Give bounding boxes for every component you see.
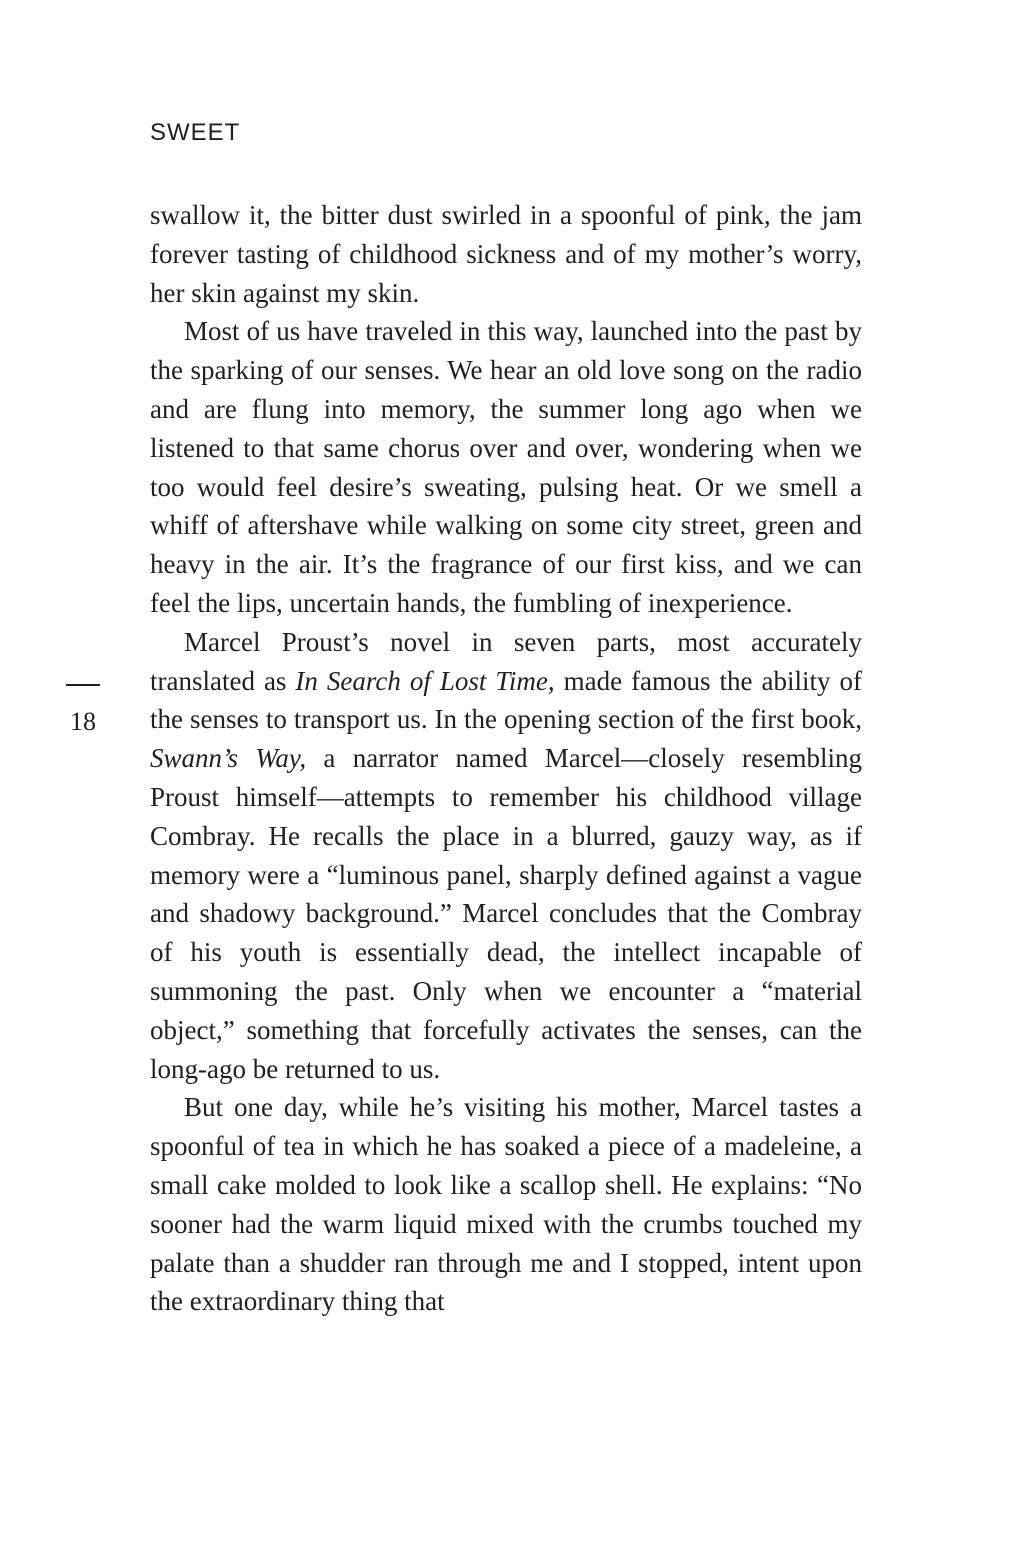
paragraph-3-text-b: made famous the ability of the senses to transport us. In the opening section of the first book,: [150, 665, 862, 735]
book-title-in-search-of-lost-time: In Search of Lost Time,: [295, 665, 555, 696]
paragraph-3-text-c: a narrator named Marcel—closely resembling Proust himself—attempts to remember his childhood village Combray. He recalls the place in a blurred, gauzy way, as if memory were a “luminous panel, sharply defined against a vague and shadowy background.” Marcel concludes that the Combray of his youth is essentially dead, the intellect incapable of summoning the past. Only when we encounter a “material object,” something that forcefully activates the senses, can the long-ago be returned to us.: [150, 743, 862, 1084]
folio-rule: [66, 684, 100, 686]
paragraph-1: swallow it, the bitter dust swirled in a spoonful of pink, the jam forever tasting of childhood sickness and of my mother’s worry, her skin against my skin.: [150, 200, 862, 308]
page-number: 18: [70, 707, 96, 736]
body-text: [150, 196, 862, 1321]
paragraph-3: [150, 623, 862, 1089]
paragraph-2: Most of us have traveled in this way, launched into the past by the sparking of our senses. We hear an old love song on the radio and are flung into memory, the summer long ago when we listened to that same chorus over and over, wondering when we too would feel desire’s sweating, pulsing heat. Or we smell a whiff of aftershave while walking on some city street, green and heavy in the air. It’s the fragrance of our first kiss, and we can feel the lips, uncertain hands, the fumbling of inexperience.: [150, 316, 862, 618]
paragraph-4: But one day, while he’s visiting his mother, Marcel tastes a spoonful of tea in which he has soaked a piece of a madeleine, a small cake molded to look like a scallop shell. He explains: “No sooner had the warm liquid mixed with the crumbs touched my palate than a shudder ran through me and I stopped, intent upon the extraordinary thing that: [150, 1092, 862, 1317]
paragraph-3-text-a: Marcel Proust’s novel in seven parts, most accurately translated as: [150, 626, 862, 696]
book-title-swanns-way: Swann’s Way,: [150, 743, 307, 774]
running-head: SWEET: [150, 119, 241, 146]
